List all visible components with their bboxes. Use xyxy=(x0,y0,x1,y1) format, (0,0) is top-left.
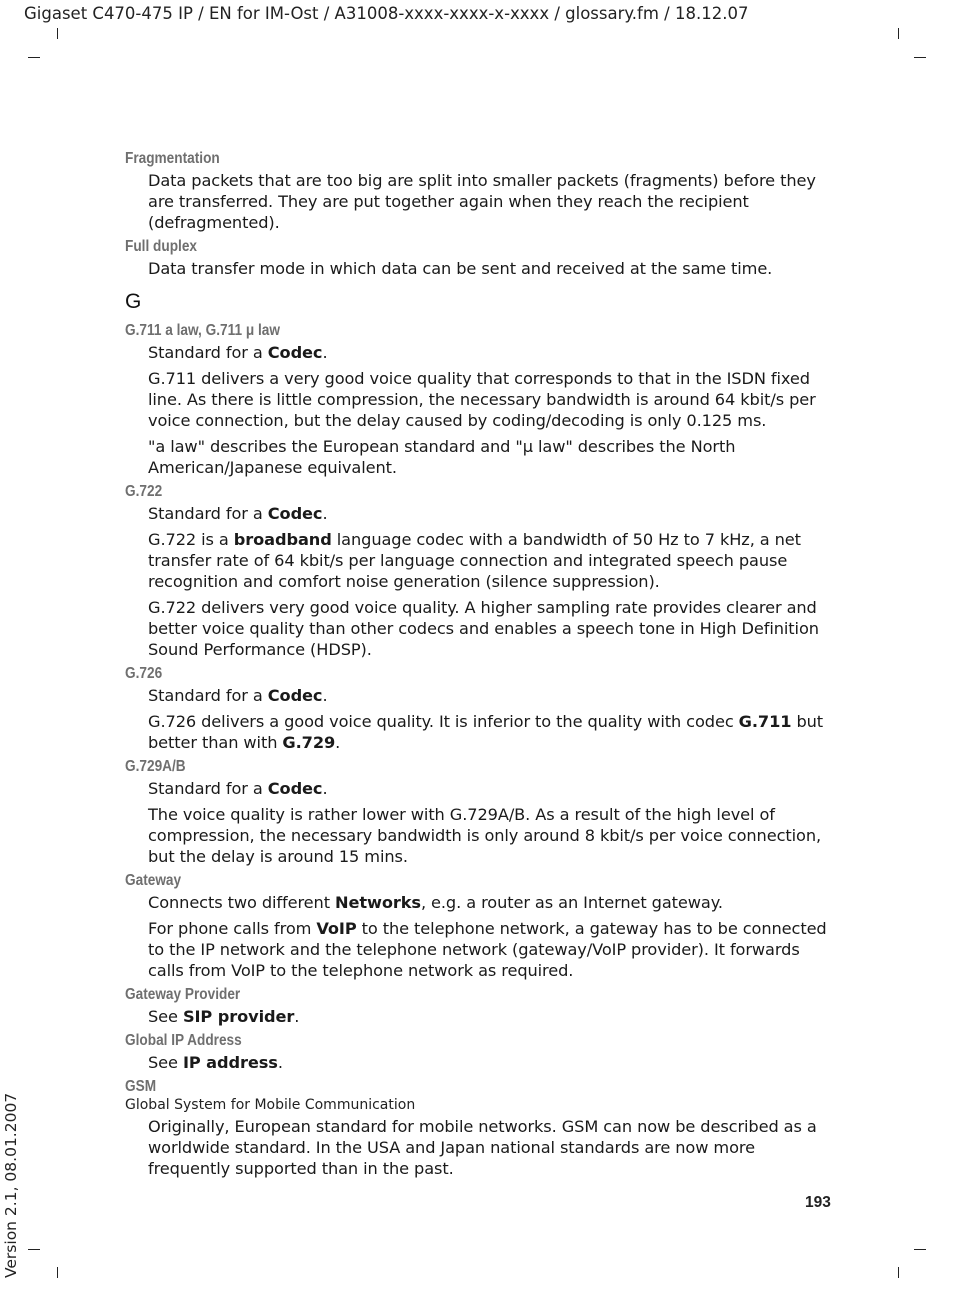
glossary-entry xyxy=(125,986,835,1027)
glossary-term: GSM xyxy=(125,1078,157,1095)
definition-text: . xyxy=(335,733,341,752)
definition-paragraph xyxy=(148,892,835,913)
glossary-term: Gateway xyxy=(125,872,182,889)
definition-text: . xyxy=(294,1007,300,1026)
definition-text: . xyxy=(322,504,328,523)
cross-reference-term: Codec xyxy=(267,779,323,798)
crop-mark-top-right xyxy=(898,28,899,39)
crop-mark-bottom-left xyxy=(57,1267,58,1278)
document-header: Gigaset C470-475 IP / EN for IM-Ost / A31008-xxxx-xxxx-x-xxxx / glossary.fm / 18.12.07 xyxy=(24,4,749,23)
crop-mark-top-left xyxy=(57,28,58,39)
definition-text: For phone calls from xyxy=(148,919,317,938)
definition-text: G.711 delivers a very good voice quality that corresponds to that in the ISDN fixed line. As there is little compression, the necessary bandwidth is around 64 kbit/s per voice connection, but the delay caused by coding/decoding is only 0.125 ms. xyxy=(148,369,816,430)
definition-text: language codec with a bandwidth of 50 Hz to 7 kHz, a net transfer rate of 64 kbit/s per language connection and integrated speech pause recognition and comfort noise generation (silence suppression). xyxy=(148,530,801,591)
glossary-term: Gateway Provider xyxy=(125,986,241,1003)
glossary-term: G.722 xyxy=(125,483,163,500)
definition-text: Connects two different xyxy=(148,893,335,912)
definition-text: G.726 delivers a good voice quality. It is inferior to the quality with codec xyxy=(148,712,739,731)
glossary-subterm: Global System for Mobile Communication xyxy=(125,1097,416,1113)
glossary-entry xyxy=(125,1032,835,1073)
crop-mark-top-left-h xyxy=(28,57,40,58)
definition-paragraph xyxy=(148,1116,835,1179)
definition-text: Standard for a xyxy=(148,779,268,798)
definition-text: to the telephone network, a gateway has to be connected to the IP network and the telephone network (gateway/VoIP provider). It forwards calls from VoIP to the telephone network as required. xyxy=(148,919,827,980)
definition-text: Data transfer mode in which data can be sent and received at the same time. xyxy=(148,259,773,278)
version-label: Version 2.1, 08.01.2007 xyxy=(2,1092,20,1278)
cross-reference-term: IP address xyxy=(182,1053,278,1072)
glossary-entry xyxy=(125,150,835,233)
definition-text: "a law" describes the European standard and "μ law" describes the North American/Japanese equivalent. xyxy=(148,437,736,477)
cross-reference-term: Codec xyxy=(267,343,323,362)
page-number: 193 xyxy=(805,1194,831,1211)
definition-text: . xyxy=(277,1053,283,1072)
definition-paragraph xyxy=(148,503,835,524)
glossary-entry xyxy=(125,238,835,279)
definition-paragraph xyxy=(148,1052,835,1073)
section-letter: G xyxy=(125,290,142,313)
definition-paragraph xyxy=(148,529,835,592)
cross-reference-term: G.711 xyxy=(738,712,792,731)
definition-text: , e.g. a router as an Internet gateway. xyxy=(420,893,723,912)
definition-paragraph xyxy=(148,342,835,363)
definition-text: Standard for a xyxy=(148,504,268,523)
glossary-term: Global IP Address xyxy=(125,1032,242,1049)
cross-reference-term: VoIP xyxy=(316,919,357,938)
glossary-entry xyxy=(125,758,835,867)
definition-paragraph xyxy=(148,258,835,279)
definition-paragraph xyxy=(148,1006,835,1027)
crop-mark-bottom-right-h xyxy=(914,1249,926,1250)
definition-paragraph xyxy=(148,918,835,981)
glossary-entry xyxy=(125,1078,835,1179)
definition-paragraph xyxy=(148,368,835,431)
definition-text: but better than with xyxy=(148,712,824,752)
definition-text: . xyxy=(322,779,328,798)
glossary-entry xyxy=(125,872,835,981)
crop-mark-bottom-left-h xyxy=(28,1249,40,1250)
cross-reference-term: Codec xyxy=(267,504,323,523)
cross-reference-term: Networks xyxy=(335,893,421,912)
glossary-content xyxy=(125,150,835,1184)
cross-reference-term: broadband xyxy=(233,530,332,549)
definition-paragraph xyxy=(148,778,835,799)
definition-text: . xyxy=(322,686,328,705)
glossary-term: G.729A/B xyxy=(125,758,186,775)
definition-paragraph xyxy=(148,685,835,706)
definition-paragraph xyxy=(148,436,835,478)
crop-mark-top-right-h xyxy=(914,57,926,58)
definition-text: Standard for a xyxy=(148,343,268,362)
definition-text: The voice quality is rather lower with G.729A/B. As a result of the high level of compression, the necessary bandwidth is only around 8 kbit/s per voice connection, but the delay is around 15 mins. xyxy=(148,805,822,866)
glossary-entry xyxy=(125,483,835,660)
glossary-term: Full duplex xyxy=(125,238,197,255)
glossary-term: G.711 a law, G.711 μ law xyxy=(125,322,280,339)
definition-text: See xyxy=(148,1053,183,1072)
glossary-entry xyxy=(125,665,835,753)
glossary-term: G.726 xyxy=(125,665,163,682)
definition-text: . xyxy=(322,343,328,362)
cross-reference-term: Codec xyxy=(267,686,323,705)
definition-text: Standard for a xyxy=(148,686,268,705)
cross-reference-term: G.729 xyxy=(282,733,336,752)
definition-paragraph xyxy=(148,170,835,233)
definition-paragraph xyxy=(148,597,835,660)
definition-paragraph xyxy=(148,804,835,867)
glossary-term: Fragmentation xyxy=(125,150,220,167)
crop-mark-bottom-right xyxy=(898,1267,899,1278)
definition-text: G.722 is a xyxy=(148,530,234,549)
definition-text: See xyxy=(148,1007,183,1026)
cross-reference-term: SIP provider xyxy=(182,1007,295,1026)
definition-text: Originally, European standard for mobile networks. GSM can now be described as a worldwide standard. In the USA and Japan national standards are now more frequently supported than in the past. xyxy=(148,1117,817,1178)
definition-paragraph xyxy=(148,711,835,753)
definition-text: G.722 delivers very good voice quality. A higher sampling rate provides clearer and better voice quality than other codecs and enables a speech tone in High Definition Sound Performance (HDSP). xyxy=(148,598,819,659)
definition-text: Data packets that are too big are split into smaller packets (fragments) before they are transferred. They are put together again when they reach the recipient (defragmented). xyxy=(148,171,816,232)
glossary-entry xyxy=(125,322,835,478)
